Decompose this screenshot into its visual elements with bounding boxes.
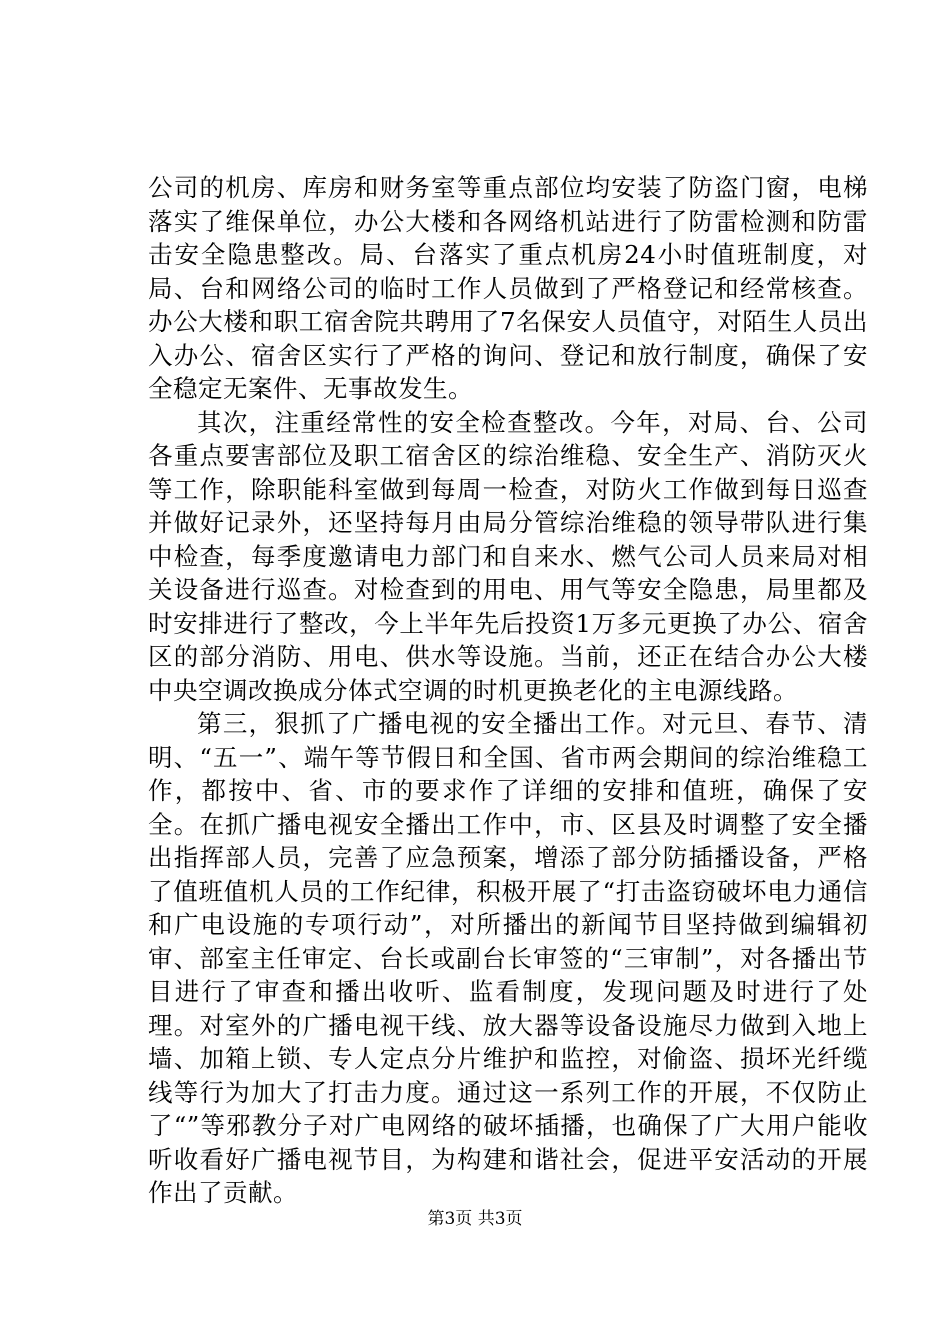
page-number-footer: 第3页 共3页 <box>427 1209 523 1229</box>
document-body <box>148 171 868 1210</box>
paragraph-third-point: 第三，狠抓了广播电视的安全播出工作。对元旦、春节、清明、“五一”、端午等节假日和全国、省市两会期间的综治维稳工作，都按中、省、市的要求作了详细的安排和值班，确保了安全。在抓广播电视安全播出工作中，市、区县及时调整了安全播出指挥部人员，完善了应急预案，增添了部分防插播设备，严格了值班值机人员的工作纪律，积极开展了“打击盗窃破坏电力通信和广电设施的专项行动”，对所播出的新闻节目坚持做到编辑初审、部室主任审定、台长或副台长审签的“三审制”，对各播出节目进行了审查和播出收听、监看制度，发现问题及时进行了处理。对室外的广播电视干线、放大器等设备设施尽力做到入地上墙、加箱上锁、专人定点分片维护和监控，对偷盗、损坏光纤缆线等行为加大了打击力度。通过这一系列工作的开展，不仅防止了“”等邪教分子对广电网络的破坏插播，也确保了广大用户能收听收看好广播电视节目，为构建和谐社会，促进平安活动的开展作出了贡献。 <box>148 709 868 1207</box>
paragraph-continuation: 公司的机房、库房和财务室等重点部位均安装了防盗门窗，电梯落实了维保单位，办公大楼和各网络机站进行了防雷检测和防雷击安全隐患整改。局、台落实了重点机房24小时值班制度，对局、台和网络公司的临时工作人员做到了严格登记和经常核查。办公大楼和职工宿舍院共聘用了7名保安人员值守，对陌生人员出入办公、宿舍区实行了严格的询问、登记和放行制度，确保了安全稳定无案件、无事故发生。 <box>148 173 868 403</box>
paragraph-second-point: 其次，注重经常性的安全检查整改。今年，对局、台、公司各重点要害部位及职工宿舍区的综治维稳、安全生产、消防灭火等工作，除职能科室做到每周一检查，对防火工作做到每日巡查并做好记录外，还坚持每月由局分管综治维稳的领导带队进行集中检查，每季度邀请电力部门和自来水、燃气公司人员来局对相关设备进行巡查。对检查到的用电、用气等安全隐患，局里都及时安排进行了整改，今上半年先后投资1万多元更换了办公、宿舍区的部分消防、用电、供水等设施。当前，还正在结合办公大楼中央空调改换成分体式空调的时机更换老化的主电源线路。 <box>148 407 868 705</box>
